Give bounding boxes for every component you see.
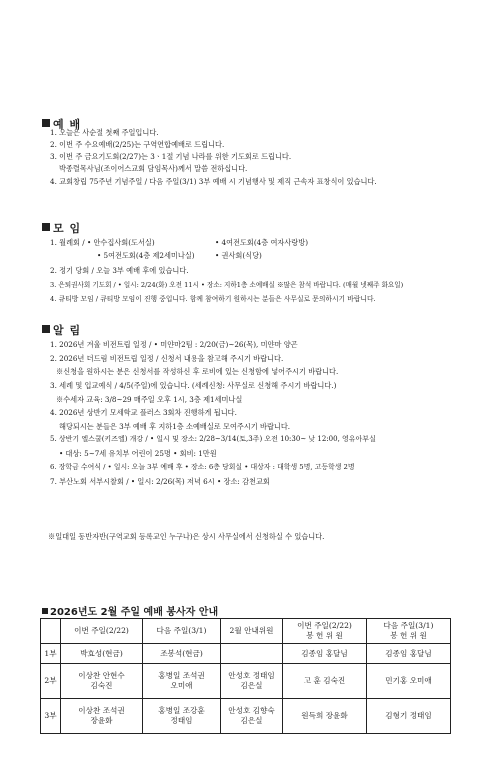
table-cell: 김종임 홍달님 [367, 644, 451, 664]
service-table-title: 2026년도 2월 주일 예배 봉사자 안내 [42, 603, 218, 618]
table-header-cell: 2월 안내위원 [221, 619, 283, 644]
table-cell: 김종임 홍달님 [283, 644, 367, 664]
square-bullet-icon [42, 119, 50, 127]
table-cell: 원득희 장윤화 [283, 699, 367, 734]
meeting-item: 2. 정기 당회 / 오늘 3부 예배 후에 있습니다. [50, 266, 189, 275]
row-label: 1부 [41, 644, 61, 664]
notice-item: ※신청을 원하시는 분은 신청서를 작성하신 후 로비에 있는 신청함에 넣어주시기 바랍니다. [56, 367, 339, 376]
table-cell: 홍병일 조강훈 정태임 [143, 699, 221, 734]
row-label: 3부 [41, 699, 61, 734]
worship-item: 박종렬목사님(조이어스교회 담임목사)께서 말씀 전하십니다. [59, 164, 248, 173]
square-bullet-icon [42, 608, 48, 614]
table-cell: 김형기 정태임 [367, 699, 451, 734]
table-row [41, 664, 451, 699]
meeting-item: • 4여전도회(4층 여자사랑방) [215, 238, 308, 247]
notice-item: 해당되시는 분들은 3부 예배 후 지하1층 소예배실로 모여주시기 바랍니다. [59, 422, 291, 431]
notice-item: 2. 2026년 더드림 비전트립 일정 / 신청서 내용을 참고해 주시기 바랍니다. [50, 354, 284, 363]
table-cell: 안성호 김향숙 김은실 [221, 699, 283, 734]
table-cell: 박효성(현금) [61, 644, 143, 664]
notice-section-title: 알 림 [42, 322, 81, 338]
table-cell: 민기홍 오미애 [367, 664, 451, 699]
table-header-cell [41, 619, 61, 644]
notice-item: 1. 2026년 겨울 비전트립 일정 / • 미얀마2팀 : 2/20(금)~26(목), 미얀마 양곤 [50, 340, 298, 349]
worship-item: 1. 오늘은 사순절 첫째 주일입니다. [50, 128, 159, 137]
table-row [41, 644, 451, 664]
notice-item: • 대상: 5~7세 유치부 어린이 25명 • 회비: 1만원 [59, 449, 217, 458]
table-cell: 고 훈 김숙진 [283, 664, 367, 699]
notice-item: 6. 장학금 수여식 / • 일시: 오늘 3부 예배 후 • 장소: 6층 당회실 • 대상자 : 대학생 5명, 고등학생 2명 [50, 463, 355, 471]
row-label: 2부 [41, 664, 61, 699]
notice-item: 5. 상반기 엘스쿨(키즈엘) 개강 / • 일시 및 장소: 2/28~3/14(토,3주) 오전 10:30~ 낮 12:00, 영유아부실 [50, 435, 376, 443]
table-cell [221, 644, 283, 664]
meeting-item: 1. 월례회 / • 안수집사회(도서실) [50, 238, 155, 247]
worship-item: 3. 이번 주 금요기도회(2/27)는 3ㆍ1절 기념 나라를 위한 기도회로 드립니다. [50, 152, 292, 161]
worship-item: 2. 이번 주 수요예배(2/25)는 구역연합예배로 드립니다. [50, 140, 225, 149]
table-row [41, 699, 451, 734]
table-cell: 홍병일 조석권 오미애 [143, 664, 221, 699]
square-bullet-icon [42, 325, 50, 333]
table-header-cell: 다음 주일(3/1) [143, 619, 221, 644]
table-header-cell: 다음 주일(3/1) 봉 헌 위 원 [367, 619, 451, 644]
meeting-section-title: 모 임 [42, 220, 81, 236]
table-cell: 이상찬 조석권 장윤화 [61, 699, 143, 734]
worship-section-title: 예 배 [42, 116, 81, 132]
table-header-row [41, 619, 451, 644]
service-table [40, 618, 451, 734]
square-bullet-icon [42, 223, 50, 231]
meeting-item: • 5여전도회(4층 제2세미나실) [97, 251, 195, 260]
table-header-cell: 이번 주일(2/22) [61, 619, 143, 644]
table-cell: 조봉석(현금) [143, 644, 221, 664]
notice-item: 7. 부산노회 서부시찰회 / • 일시: 2/26(목) 저녁 6시 • 장소: 감천교회 [50, 477, 270, 486]
notice-item: ※수세자 교육: 3/8~29 매주일 오후 1시, 3층 제1세미나실 [56, 395, 243, 404]
notice-item: 4. 2026년 상반기 모세학교 플러스 3회차 진행하게 됩니다. [50, 408, 237, 417]
meeting-item: • 권사회(식당) [215, 251, 262, 260]
table-header-cell: 이번 주일(2/22) 봉 헌 위 원 [283, 619, 367, 644]
table-cell: 안성호 정태임 김은실 [221, 664, 283, 699]
notice-item: 3. 세례 및 입교예식 / 4/5(주일)에 있습니다. (세례신청: 사무실로 신청해 주시기 바랍니다.) [50, 381, 337, 390]
table-cell: 이상찬 안현수 김숙진 [61, 664, 143, 699]
meeting-item: 3. 은퇴권사회 기도회 / • 일시: 2/24(화) 오전 11시 • 장소: 지하1층 소예배실 ※많은 참석 바랍니다. (매월 넷째주 화요일) [50, 281, 404, 289]
meeting-item: 4. 큐티방 모임 / 큐티방 모임이 진행 중입니다. 함께 참여하기 원하시는 분들은 사무실로 문의하시기 바랍니다. [50, 295, 376, 303]
footnote: ※일대일 동반자반(구역교회 등록교인 누구나)은 상시 사무실에서 신청하실 수 있습니다. [48, 532, 325, 541]
worship-item: 4. 교회창립 75주년 기념주일 / 다음 주일(3/1) 3부 예배 시 기념행사 및 제직 근속자 표창식이 있습니다. [50, 177, 377, 186]
